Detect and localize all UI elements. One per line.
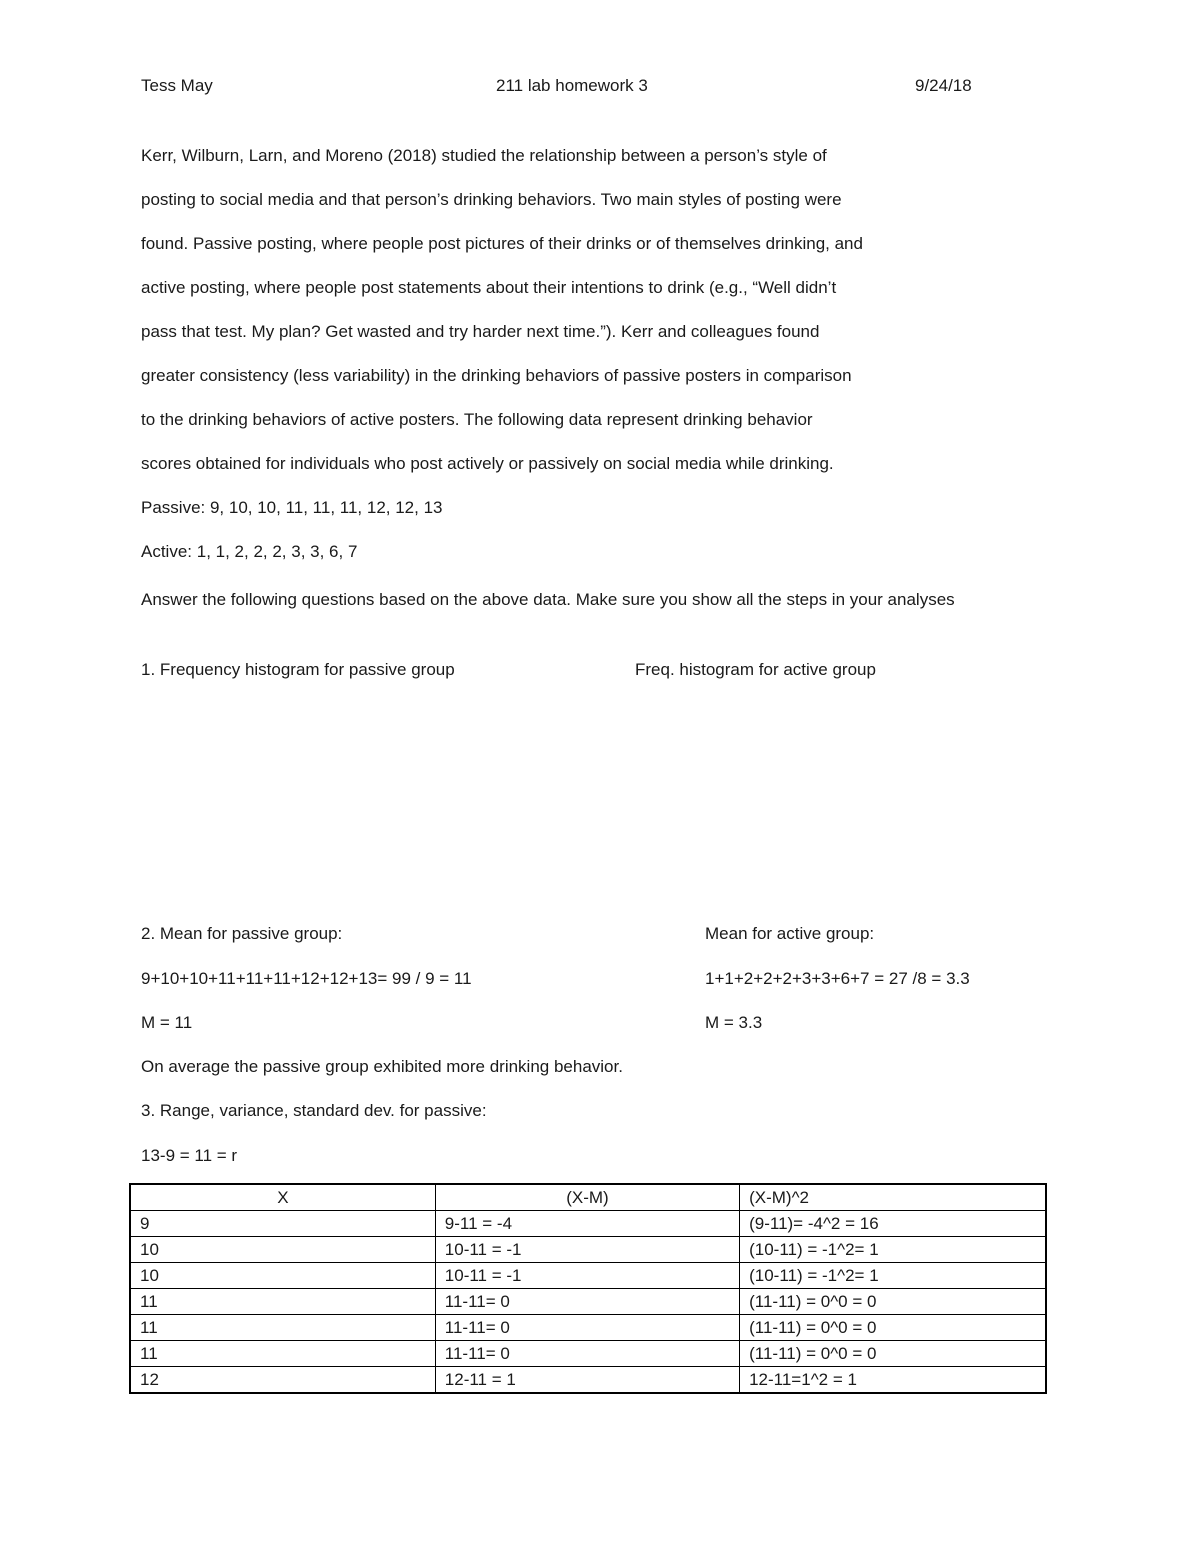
cell-squared: (11-11) = 0^0 = 0 — [740, 1315, 1046, 1341]
cell-squared: (11-11) = 0^0 = 0 — [740, 1341, 1046, 1367]
column-header-x: X — [130, 1184, 435, 1211]
intro-line: found. Passive posting, where people post pictures of their drinks or of themselves drinking, and — [141, 234, 863, 253]
cell-x: 12 — [130, 1367, 435, 1394]
cell-x: 11 — [130, 1341, 435, 1367]
cell-x: 11 — [130, 1315, 435, 1341]
cell-deviation: 12-11 = 1 — [435, 1367, 739, 1394]
q2-passive-calc: 9+10+10+11+11+11+12+12+13= 99 / 9 = 11 — [141, 969, 472, 988]
active-data: Active: 1, 1, 2, 2, 2, 3, 3, 6, 7 — [141, 542, 358, 561]
cell-x: 9 — [130, 1211, 435, 1237]
q1-passive-label: 1. Frequency histogram for passive group — [141, 660, 455, 679]
table-row — [130, 1341, 1046, 1367]
deviation-table — [129, 1183, 1047, 1394]
intro-line: posting to social media and that person’s drinking behaviors. Two main styles of posting were — [141, 190, 842, 209]
document-date: 9/24/18 — [915, 76, 972, 95]
table-row — [130, 1289, 1046, 1315]
table-row — [130, 1367, 1046, 1394]
table-row — [130, 1237, 1046, 1263]
q2-passive-heading: 2. Mean for passive group: — [141, 924, 343, 943]
q2-active-calc: 1+1+2+2+2+3+3+6+7 = 27 /8 = 3.3 — [705, 969, 970, 988]
table-header-row — [130, 1184, 1046, 1211]
table-row — [130, 1263, 1046, 1289]
table-row — [130, 1211, 1046, 1237]
intro-line: to the drinking behaviors of active posters. The following data represent drinking behavior — [141, 410, 813, 429]
column-header-squared-deviation: (X-M)^2 — [740, 1184, 1046, 1211]
cell-squared: (9-11)= -4^2 = 16 — [740, 1211, 1046, 1237]
cell-squared: (10-11) = -1^2= 1 — [740, 1237, 1046, 1263]
cell-squared: (10-11) = -1^2= 1 — [740, 1263, 1046, 1289]
q3-heading: 3. Range, variance, standard dev. for passive: — [141, 1101, 487, 1120]
instructions: Answer the following questions based on the above data. Make sure you show all the steps in your analyses — [141, 590, 955, 609]
author-name: Tess May — [141, 76, 213, 95]
q1-active-label: Freq. histogram for active group — [635, 660, 876, 679]
q3-range: 13-9 = 11 = r — [141, 1146, 238, 1165]
q2-active-mean: M = 3.3 — [705, 1013, 763, 1032]
document-title: 211 lab homework 3 — [496, 76, 648, 95]
q2-passive-mean: M = 11 — [141, 1013, 193, 1032]
intro-line: pass that test. My plan? Get wasted and try harder next time.”). Kerr and colleagues found — [141, 322, 820, 341]
intro-line: scores obtained for individuals who post actively or passively on social media while drinking. — [141, 454, 834, 473]
cell-deviation: 11-11= 0 — [435, 1289, 739, 1315]
cell-x: 10 — [130, 1263, 435, 1289]
cell-deviation: 10-11 = -1 — [435, 1237, 739, 1263]
cell-x: 11 — [130, 1289, 435, 1315]
intro-line: greater consistency (less variability) in the drinking behaviors of passive posters in comparison — [141, 366, 852, 385]
cell-deviation: 11-11= 0 — [435, 1341, 739, 1367]
cell-squared: 12-11=1^2 = 1 — [740, 1367, 1046, 1394]
cell-squared: (11-11) = 0^0 = 0 — [740, 1289, 1046, 1315]
column-header-deviation: (X-M) — [435, 1184, 739, 1211]
cell-deviation: 10-11 = -1 — [435, 1263, 739, 1289]
q2-active-heading: Mean for active group: — [705, 924, 875, 943]
q2-conclusion: On average the passive group exhibited more drinking behavior. — [141, 1057, 623, 1076]
cell-deviation: 11-11= 0 — [435, 1315, 739, 1341]
passive-data: Passive: 9, 10, 10, 11, 11, 11, 12, 12, 13 — [141, 498, 443, 517]
cell-deviation: 9-11 = -4 — [435, 1211, 739, 1237]
intro-line: Kerr, Wilburn, Larn, and Moreno (2018) studied the relationship between a person’s style of — [141, 146, 827, 165]
intro-line: active posting, where people post statements about their intentions to drink (e.g., “Well didn’t — [141, 278, 837, 297]
cell-x: 10 — [130, 1237, 435, 1263]
table-row — [130, 1315, 1046, 1341]
